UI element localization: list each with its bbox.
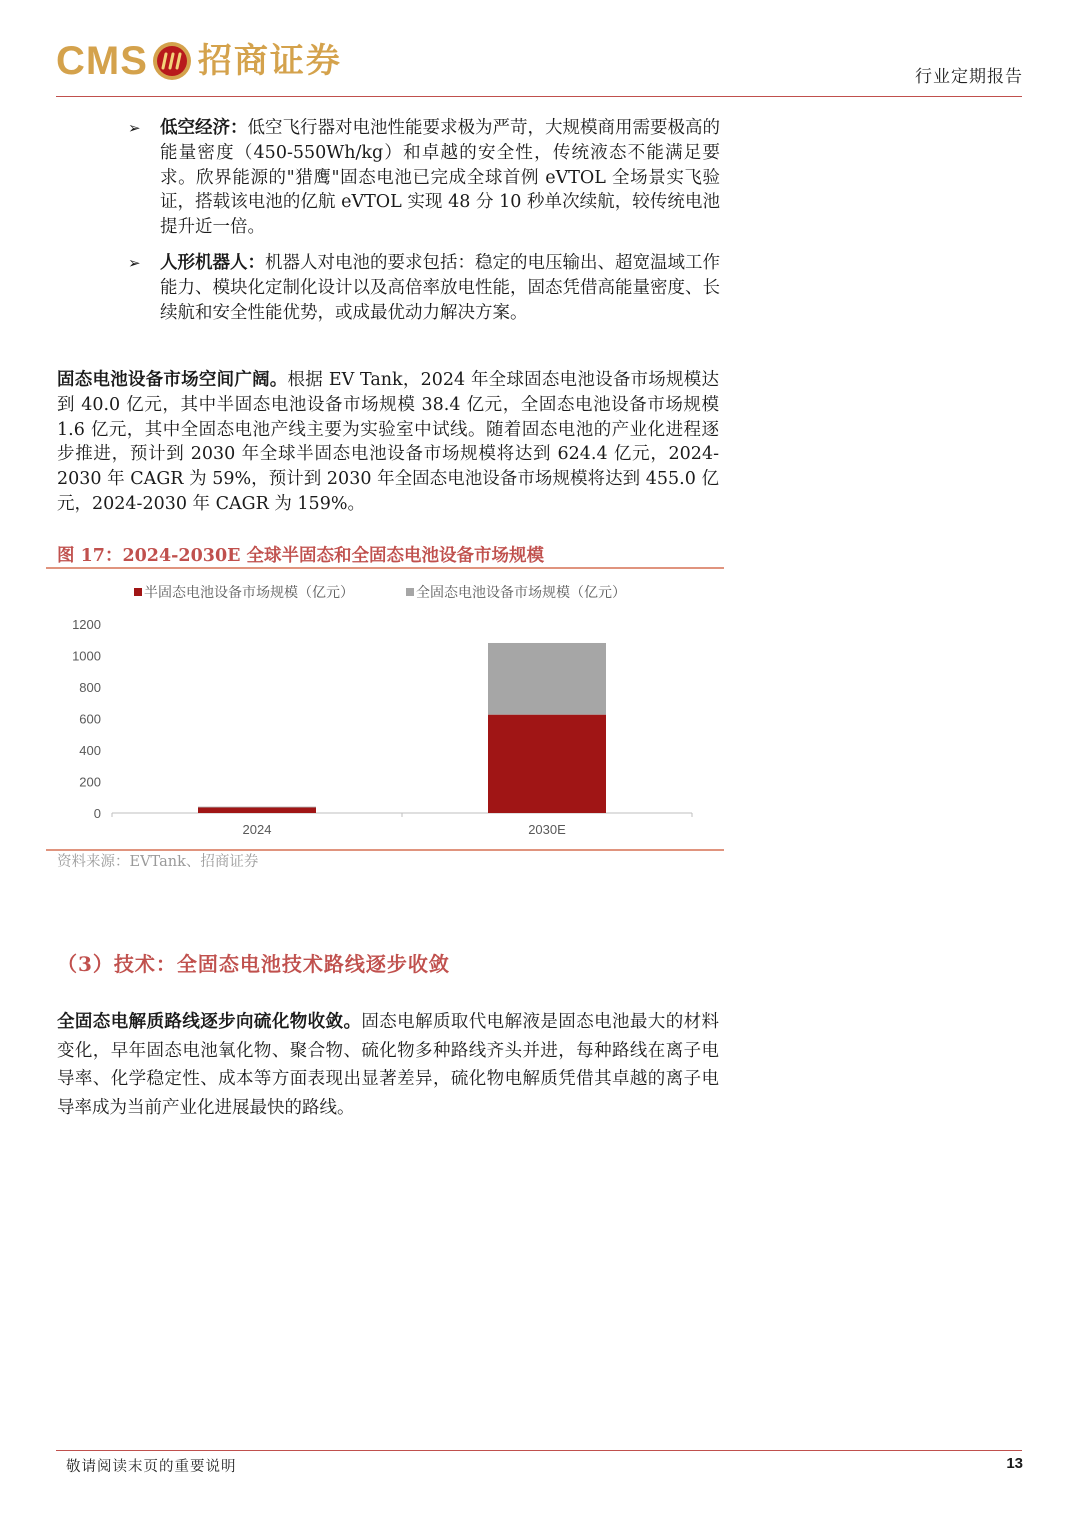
legend-swatch — [406, 588, 414, 596]
bar-segment — [198, 807, 316, 813]
bullet-text — [160, 116, 720, 240]
bullet-label: 低空经济： — [160, 118, 248, 138]
page-header — [0, 0, 1080, 100]
x-tick-label: 2024 — [242, 822, 272, 837]
y-tick-label: 1200 — [72, 617, 101, 632]
y-tick-label: 0 — [93, 806, 101, 821]
figure-top-rule — [46, 567, 724, 569]
y-tick-label: 200 — [79, 774, 101, 790]
bar-segment — [198, 807, 316, 808]
footer-notice: 敬请阅读末页的重要说明 — [66, 1459, 237, 1475]
logo-emblem-icon — [152, 41, 192, 81]
logo-latin-text: CMS — [56, 39, 148, 83]
y-tick-label: 600 — [79, 711, 101, 727]
section-heading: （3）技术：全固态电池技术路线逐步收敛 — [57, 952, 450, 976]
bullet-text — [160, 251, 720, 325]
stacked-bar-chart — [46, 572, 724, 848]
bullet-body: 机器人对电池的要求包括：稳定的电压输出、超宽温域工作能力、模块化定制化设计以及高倍率放电性能，固态凭借高能量密度、长续航和安全性能优势，或成最优动力解决方案。 — [160, 253, 720, 323]
figure-source: 资料来源：EVTank、招商证券 — [57, 854, 259, 870]
footer-divider — [56, 1450, 1022, 1451]
logo-cn-text: 招商证券 — [197, 41, 342, 81]
header-divider — [56, 96, 1022, 97]
paragraph-body: 固态电解质取代电解液是固态电池最大的材料变化，早年固态电池氧化物、聚合物、硫化物多种路线齐头并进，每种路线在离子电导率、化学稳定性、成本等方面表现出显著差异，硫化物电解质凭借其卓越的离子电导率成为当前产业化进展最快的路线。 — [57, 1012, 720, 1118]
arrow-bullet-icon: ➢ — [128, 254, 141, 272]
paragraph-body: 根据 EV Tank，2024 年全球固态电池设备市场规模达到 40.0 亿元，其中半固态电池设备市场规模 38.4 亿元，全固态电池设备市场规模 1.6 亿元，其中全固态电池产线主要为实验室中试线。随着固态电池的产业化进程逐步推进，预计到 2030 年全球半固态电池设备市场规模将达到 624.4 亿元，2024-2030 年 CAGR 为 59%，预计到 2030 年全固态电池设备市场规模将达到 455.0 亿元，2024-2030 年 CAGR 为 159%。 — [57, 370, 719, 514]
paragraph-sulfide-route — [57, 1008, 719, 1122]
paragraph-lead: 全固态电解质路线逐步向硫化物收敛。 — [57, 1012, 362, 1032]
paragraph-market-size — [57, 368, 719, 517]
y-tick-label: 800 — [79, 680, 101, 695]
legend-swatch — [134, 588, 142, 596]
paragraph-lead: 固态电池设备市场空间广阔。 — [57, 370, 288, 390]
bullet-label: 人形机器人： — [160, 253, 265, 273]
report-type: 行业定期报告 — [915, 67, 1023, 87]
y-tick-label: 1000 — [72, 648, 101, 664]
x-tick-label: 2030E — [528, 822, 566, 837]
bullet-humanoid-robot — [128, 251, 720, 325]
bar-segment — [488, 643, 606, 715]
figure-title: 图 17：2024-2030E 全球半固态和全固态电池设备市场规模 — [57, 546, 545, 566]
legend-label: 全固态电池设备市场规模（亿元） — [416, 584, 626, 600]
company-logo — [56, 38, 342, 84]
y-tick-label: 400 — [79, 743, 101, 758]
page-number: 13 — [1006, 1455, 1023, 1472]
bullet-low-altitude — [128, 116, 720, 240]
arrow-bullet-icon: ➢ — [128, 119, 141, 137]
bullet-body: 低空飞行器对电池性能要求极为严苛，大规模商用需要极高的能量密度（450-550Wh/kg）和卓越的安全性，传统液态不能满足要求。欣界能源的"猎鹰"固态电池已完成全球首例 eVTOL 全场景实飞验证，搭载该电池的亿航 eVTOL 实现 48 分 10 秒单次续航，较传统电池提升近一倍。 — [160, 118, 720, 238]
legend-label: 半固态电池设备市场规模（亿元） — [144, 584, 354, 600]
bar-segment — [488, 715, 606, 813]
